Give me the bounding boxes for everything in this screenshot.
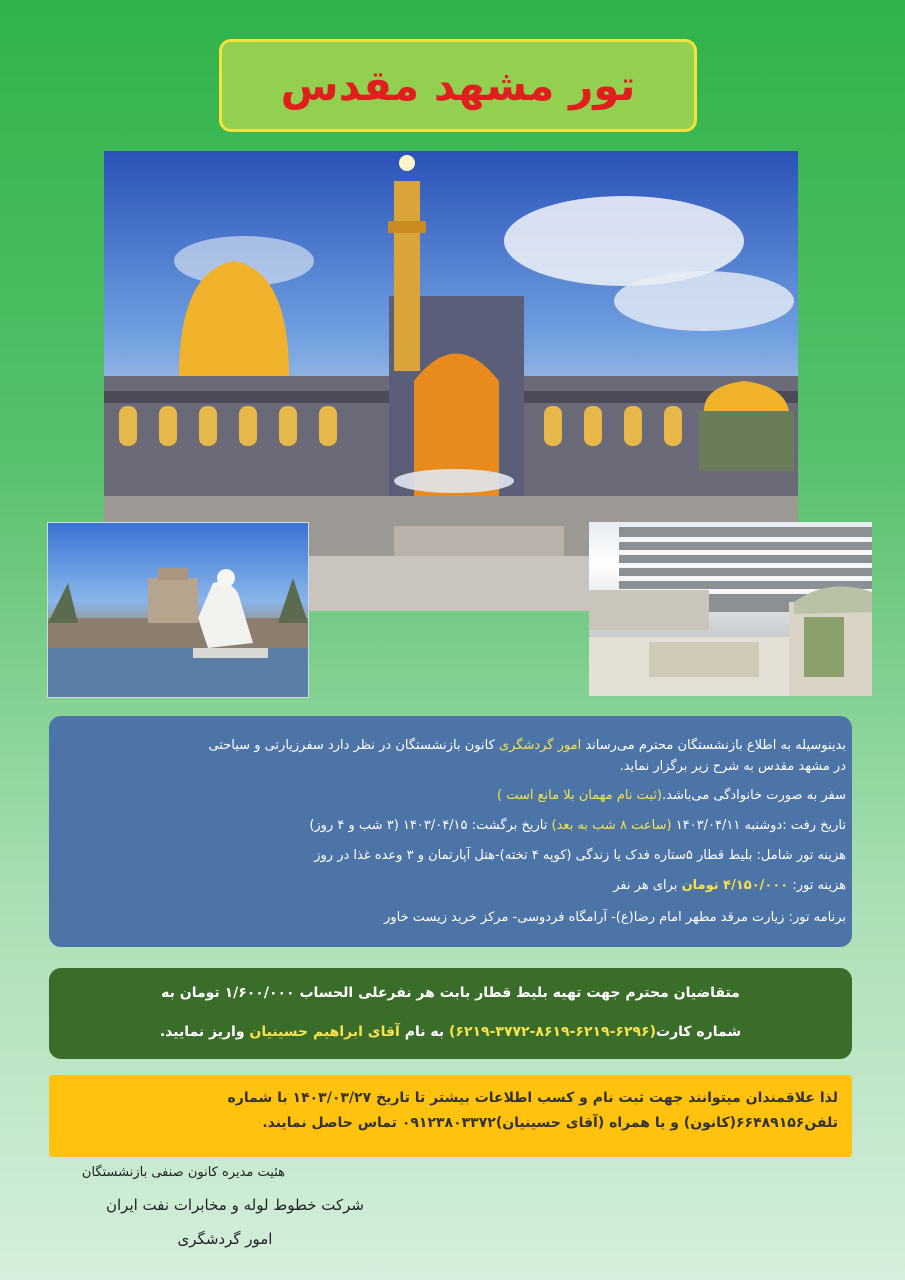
cost-value: ۴/۱۵۰/۰۰۰ تومان [681,878,789,893]
guest-note: (ثبت نام مهمان بلا مانع است ) [497,788,662,803]
family-text: سفر به صورت خانوادگی می‌باشد. [661,788,846,803]
ferdowsi-tomb-photo [47,522,309,698]
cost-label: هزینه تور: [788,878,846,893]
shopping-center-illustration [589,522,872,696]
signature-board: هئیت مدیره کانون صنفی بازنشستگان [81,1165,285,1180]
includes-line: هزینه تور شامل: بلیط قطار ۵ستاره فدک یا زندگی (کوپه ۴ تخته)-هتل آپارتمان و ۳ وعده غذا در روز [314,848,846,863]
card-number: (۶۲۹۶-۶۲۱۹-۸۶۱۹-۳۷۷۲-۶۲۱۹) [449,1024,657,1040]
payment-instruction: واریز نمایید. [159,1024,250,1040]
program-line: برنامه تور: زیارت مرقد مطهر امام رضا(ع)- آرامگاه فردوسی- مرکز خرید زیست خاور [384,910,846,925]
cost-suffix: برای هر نفر [613,878,682,893]
intro-line-2: در مشهد مقدس به شرح زیر برگزار نماید. [619,759,846,774]
payment-line-1: متقاضیان محترم جهت تهیه بلیط قطار بابت هر نفرعلی الحساب ۱/۶۰۰/۰۰۰ تومان به [161,985,740,1001]
departure-date: تاریخ رفت :دوشنبه ۱۴۰۳/۰۴/۱۱ [671,818,846,833]
organizer-highlight: امور گردشگری [498,738,582,753]
title-box [219,39,697,132]
intro-line-1 [208,738,846,753]
cost-line [613,878,846,893]
contact-panel [49,1075,852,1157]
departure-time: (ساعت ۸ شب به بعد) [551,818,672,833]
payment-line-2 [61,1024,840,1040]
name-label: به نام [399,1024,450,1040]
ferdowsi-illustration [48,523,308,697]
page-title: تور مشهد مقدس [280,61,636,110]
dates-line [309,818,846,833]
contact-line-2: تلفن۶۶۴۸۹۱۵۶(کانون) و یا همراه (آقای حسینیان)۰۹۱۲۳۸۰۳۳۷۲ تماس حاصل نمایند. [262,1115,838,1131]
contact-line-1: لذا علاقمندان میتوانند جهت ثبت نام و کسب اطلاعات بیشتر تا تاریخ ۱۴۰۳/۰۳/۲۷ با شماره [227,1090,838,1106]
account-holder: آقای ابراهیم حسینیان [249,1024,400,1040]
intro-text-end: کانون بازنشستگان در نظر دارد سفرزیارتی و سیاحتی [208,738,499,753]
family-line [497,788,846,803]
intro-text: بدینوسیله به اطلاع بازنشستگان محترم می‌رساند [581,738,846,753]
signature-company: شرکت خطوط لوله و مخابرات نفت ایران [105,1196,365,1214]
card-label: شماره کارت [656,1024,742,1040]
return-date: تاریخ برگشت: ۱۴۰۳/۰۴/۱۵ (۳ شب و ۴ روز) [309,818,552,833]
tour-info-panel [49,716,852,947]
payment-panel [49,968,852,1059]
signature-department: امور گردشگری [177,1230,273,1248]
shopping-center-photo [589,522,872,696]
